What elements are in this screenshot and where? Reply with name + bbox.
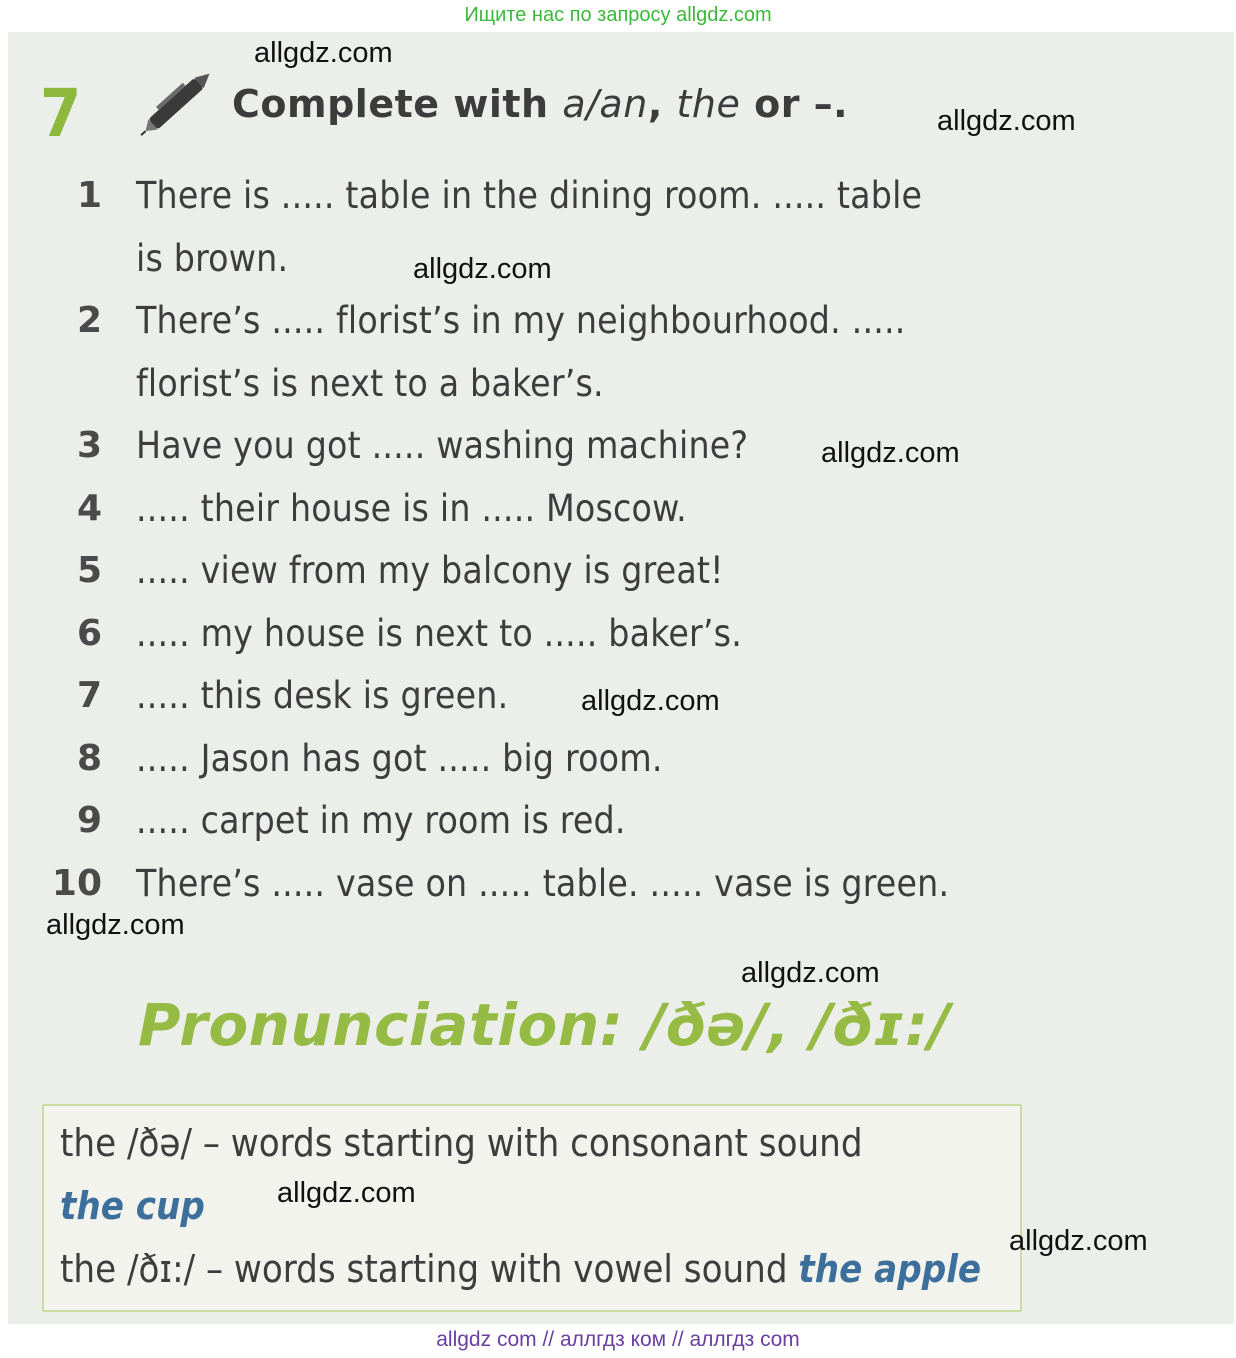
watermark: allgdz.com <box>1009 1225 1148 1257</box>
item-text-line: florist’s is next to a baker’s. <box>136 362 604 405</box>
item-text-line: ..... carpet in my room is red. <box>136 799 626 842</box>
item-text-line: Have you got ..... washing machine? <box>136 424 749 467</box>
item-number: 3 <box>76 425 102 466</box>
item-number: 1 <box>76 175 102 216</box>
item-number: 7 <box>76 675 102 716</box>
item-number: 10 <box>51 863 102 904</box>
example-the-apple: the apple <box>798 1247 982 1291</box>
example-the-cup: the cup <box>60 1184 205 1228</box>
item-number: 8 <box>76 738 102 779</box>
item-text-line: ..... this desk is green. <box>136 674 509 717</box>
rule-consonant: the /ðə/ – words starting with consonant sound <box>60 1121 863 1165</box>
item-text-line: ..... my house is next to ..... baker’s. <box>136 612 742 655</box>
rule-vowel <box>60 1246 981 1292</box>
watermark: allgdz.com <box>741 957 880 989</box>
instruction-option-the: the <box>676 82 741 126</box>
item-number: 6 <box>76 613 102 654</box>
item-text-line: There is ..... table in the dining room. ..... table <box>136 174 923 217</box>
rule-vowel-text: the /ðɪ:/ – words starting with vowel sound <box>60 1247 799 1291</box>
pronunciation-box <box>42 1104 1022 1312</box>
pen-icon <box>136 60 222 142</box>
exercise-number: 7 <box>40 75 82 152</box>
watermark: allgdz.com <box>413 253 552 285</box>
watermark: allgdz.com <box>581 685 720 717</box>
watermark: allgdz.com <box>277 1177 416 1209</box>
item-number: 9 <box>76 800 102 841</box>
instruction-option-a-an: a/an <box>562 82 648 126</box>
top-banner: Ищите нас по запросу allgdz.com <box>464 4 772 26</box>
item-text-line: ..... Jason has got ..... big room. <box>136 737 663 780</box>
item-text-line: There’s ..... florist’s in my neighbourhood. ..... <box>136 299 906 342</box>
item-text-line: ..... view from my balcony is great! <box>136 549 724 592</box>
exercise-instruction <box>232 78 848 130</box>
instruction-prefix: Complete with <box>232 82 563 126</box>
item-number: 5 <box>76 550 102 591</box>
watermark: allgdz.com <box>937 105 1076 137</box>
item-number: 4 <box>76 488 102 529</box>
footer-watermark: allgdz com // аллгдз ком // аллгдз com <box>436 1328 800 1351</box>
pronunciation-title: Pronunciation: /ðə/, /ðɪ:/ <box>138 991 951 1059</box>
instruction-suffix: or –. <box>740 82 849 126</box>
item-text-line: is brown. <box>136 237 289 280</box>
item-number: 2 <box>76 300 102 341</box>
instruction-separator: , <box>647 82 677 126</box>
watermark: allgdz.com <box>254 37 393 69</box>
watermark: allgdz.com <box>46 909 185 941</box>
item-text-line: There’s ..... vase on ..... table. ..... vase is green. <box>136 862 950 905</box>
watermark: allgdz.com <box>821 437 960 469</box>
item-text-line: ..... their house is in ..... Moscow. <box>136 487 687 530</box>
